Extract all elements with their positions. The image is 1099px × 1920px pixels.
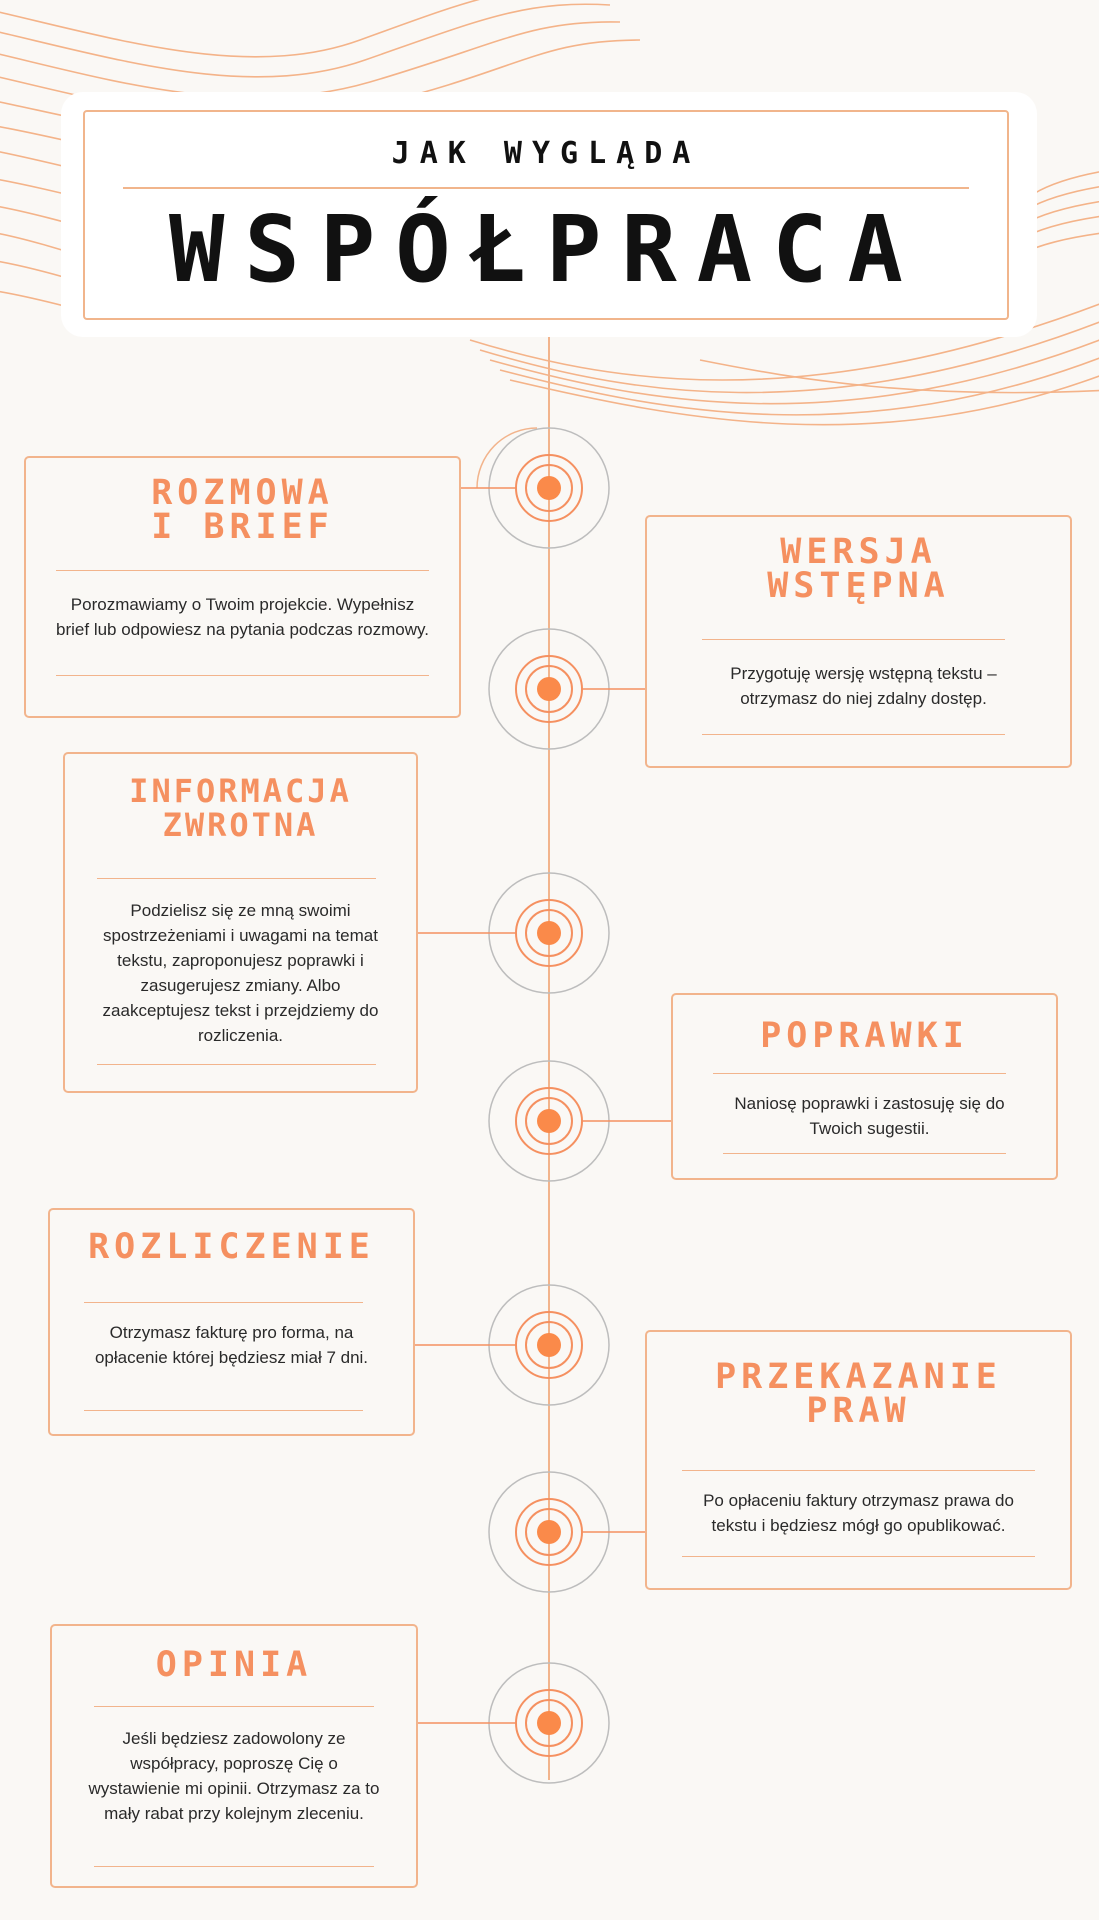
- step-description: Po opłaceniu faktury otrzymasz prawa do tekstu i będziesz mógł go opublikować.: [703, 1491, 1014, 1535]
- timeline-node: [489, 1061, 701, 1181]
- step-description: Porozmawiamy o Twoim projekcie. Wypełnisz brief lub odpowiesz na pytania podczas rozmowy.: [56, 595, 429, 639]
- step-card-rozliczenie: [48, 1208, 415, 1436]
- step-card-rozmowa: [24, 456, 461, 718]
- step-divider: [702, 734, 1005, 735]
- step-description: Otrzymasz fakturę pro forma, na opłacenie której będziesz miał 7 dni.: [94, 1323, 369, 1367]
- step-description: Jeśli będziesz zadowolony ze współpracy, poproszę Cię o wystawienie mi opinii. Otrzymasz za to mały rabat przy kolejnym zleceniu.: [88, 1729, 380, 1823]
- step-divider: [97, 878, 376, 879]
- step-divider: [723, 1153, 1006, 1154]
- step-divider: [682, 1470, 1035, 1471]
- header-title: WSPÓŁPRACA: [169, 196, 923, 303]
- step-card-informacja-zwrotna: [63, 752, 418, 1093]
- step-description: Podzielisz się ze mną swoimi spostrzeżeniami i uwagami na temat tekstu, zaproponujesz poprawki i zasugerujesz zmiany. Albo zaakceptujesz tekst i przejdziemy do rozliczenia.: [102, 901, 379, 1045]
- step-divider: [702, 639, 1005, 640]
- step-title: WERSJA WSTĘPNA: [767, 532, 950, 606]
- header-subtitle: JAK WYGLĄDA: [391, 136, 701, 171]
- step-divider: [56, 675, 429, 676]
- step-title: INFORMACJA ZWROTNA: [129, 772, 352, 844]
- step-divider: [713, 1073, 1006, 1074]
- step-title: ROZLICZENIE: [88, 1227, 375, 1267]
- step-title: POPRAWKI: [760, 1016, 969, 1056]
- step-card-opinia: [50, 1624, 418, 1888]
- step-description: Przygotuję wersję wstępną tekstu – otrzymasz do niej zdalny dostęp.: [730, 664, 997, 708]
- step-divider: [97, 1064, 376, 1065]
- step-card-przekazanie-praw: [645, 1330, 1072, 1590]
- step-divider: [56, 570, 429, 571]
- step-divider: [682, 1556, 1035, 1557]
- step-title: OPINIA: [155, 1645, 313, 1685]
- step-description: Naniosę poprawki i zastosuję się do Twoich sugestii.: [734, 1094, 1005, 1138]
- step-title: ROZMOWA I BRIEF: [151, 473, 334, 547]
- step-divider: [94, 1866, 374, 1867]
- step-card-wersja-wstepna: [645, 515, 1072, 768]
- step-title: PRZEKAZANIE PRAW: [715, 1357, 1002, 1431]
- step-divider: [84, 1410, 363, 1411]
- step-card-poprawki: [671, 993, 1058, 1180]
- step-divider: [94, 1706, 374, 1707]
- step-divider: [84, 1302, 363, 1303]
